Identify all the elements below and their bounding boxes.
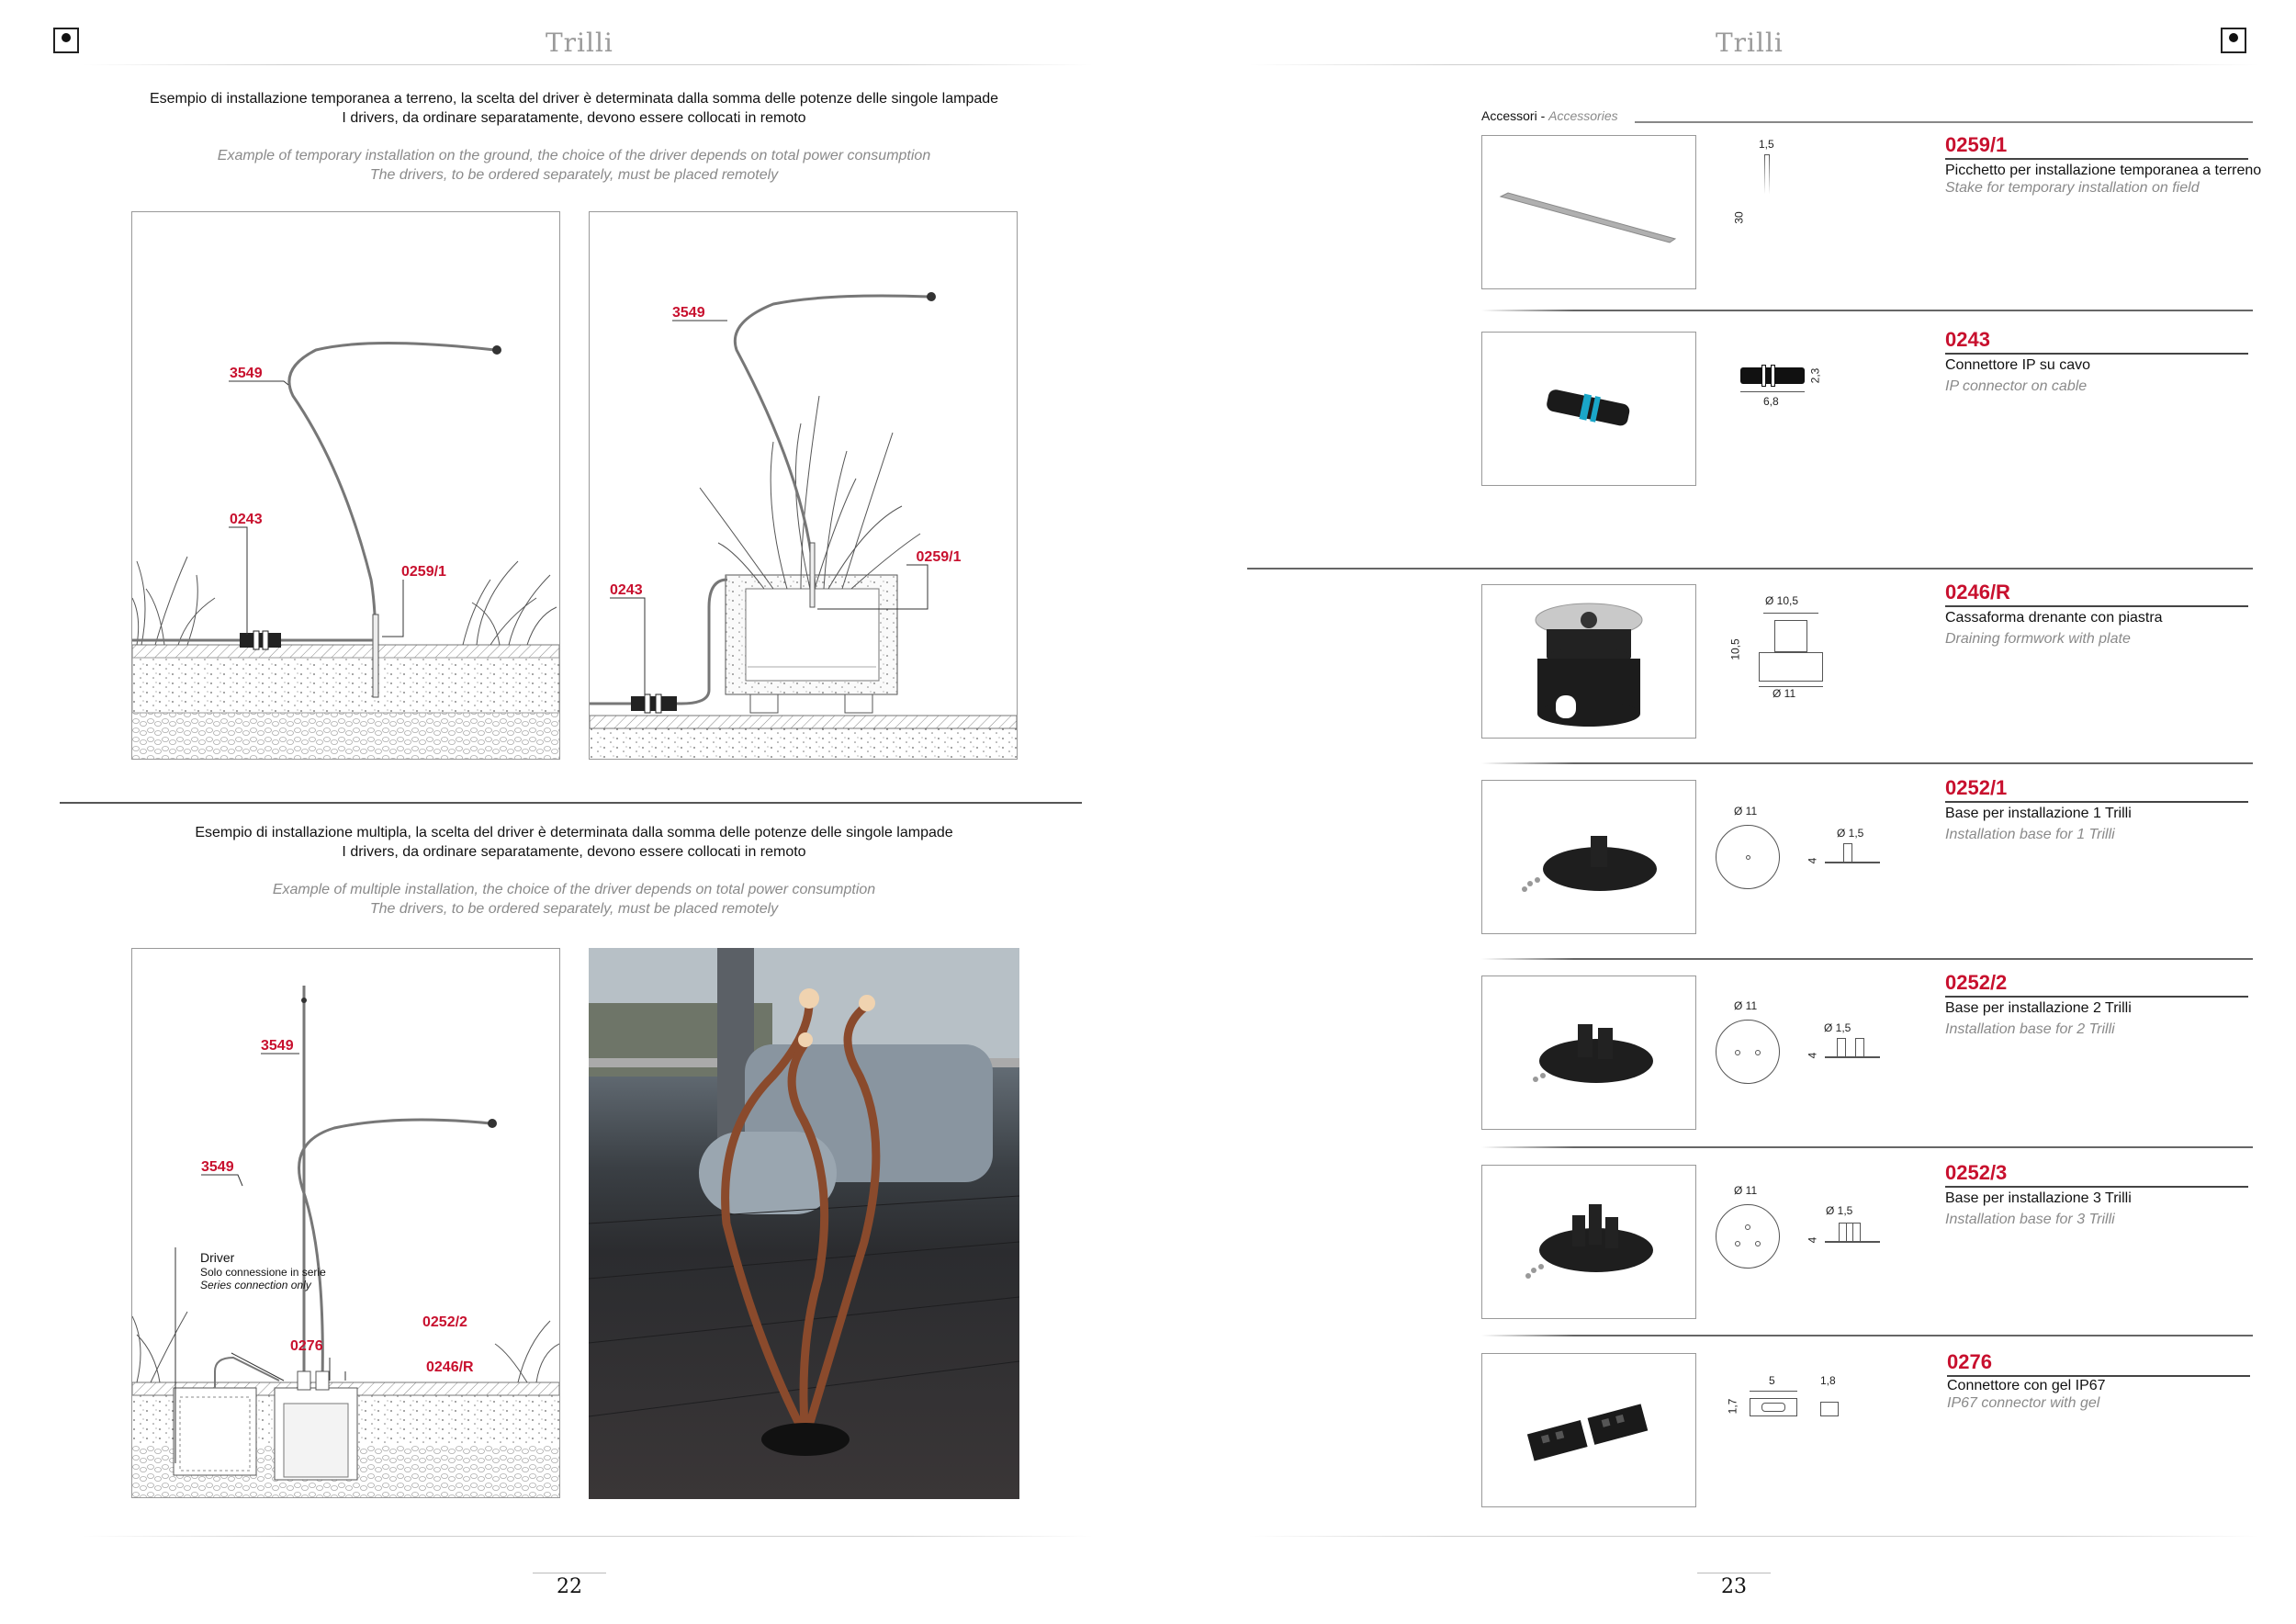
diagram-c-label-driver: Driver: [200, 1250, 235, 1265]
product-code-0243: 0243: [1945, 328, 1990, 351]
product-name-it-0259-1: Picchetto per installazione temporanea a terreno: [1945, 163, 2262, 178]
dim-0252-1-height: 4: [1806, 857, 1819, 864]
product-divider-6: [1481, 1335, 2253, 1336]
formwork-image: [1482, 585, 1695, 738]
diagram-b-label-stake: 0259/1: [916, 549, 962, 565]
product-name-it-0252-2: Base per installazione 2 Trilli: [1945, 1000, 2132, 1016]
product-image-0252-2: [1481, 976, 1696, 1130]
product-name-it-0252-3: Base per installazione 3 Trilli: [1945, 1190, 2132, 1206]
left-header-title: Trilli: [546, 28, 613, 58]
section2-it-line2: I drivers, da ordinare separatamente, devono essere collocati in remoto: [342, 844, 806, 860]
right-header-line: [1249, 64, 2259, 65]
diagram-c-label-connector: 0276: [290, 1338, 323, 1354]
product-code-0252-2: 0252/2: [1945, 971, 2008, 994]
diagram-multiple-svg: [132, 949, 559, 1497]
product-name-it-0276: Connettore con gel IP67: [1947, 1378, 2106, 1393]
diagram-a-label-connector: 0243: [230, 512, 263, 527]
product-name-en-0276: IP67 connector with gel: [1947, 1395, 2100, 1411]
left-page-number: 22: [557, 1575, 582, 1598]
product-photo-svg: [589, 948, 1019, 1499]
dim-0252-3-diameter: Ø 11: [1734, 1184, 1758, 1197]
dim-0252-1-diameter: Ø 11: [1734, 805, 1758, 818]
product-code-line-0246-R: [1945, 605, 2248, 607]
product-code-line-0259-1: [1945, 158, 2248, 160]
diagram-planter-svg: [590, 212, 1017, 759]
product-image-0243: [1481, 332, 1696, 486]
corner-mark-left: [53, 28, 79, 53]
accessories-heading-line: [1635, 121, 2253, 123]
right-page-number: 23: [1721, 1575, 1747, 1598]
base-2-image: [1482, 976, 1695, 1129]
product-name-en-0243: IP connector on cable: [1945, 378, 2088, 394]
product-code-0276: 0276: [1947, 1350, 1992, 1373]
left-footer-line: [83, 1536, 1093, 1537]
accessories-label-it: Accessori: [1481, 108, 1537, 123]
corner-mark-right: [2221, 28, 2246, 53]
section2-it-line1: Esempio di installazione multipla, la scelta del driver è determinata dalla somma delle potenze delle singole lampade: [195, 825, 953, 840]
diagram-c-label-formwork: 0246/R: [426, 1359, 474, 1375]
dim-0259-1-width: 1,5: [1759, 138, 1774, 151]
product-divider-4: [1481, 958, 2253, 960]
dim-0246-R-height: 10,5: [1728, 638, 1742, 660]
product-image-0246-R: [1481, 584, 1696, 739]
diagram-b-label-lamp: 3549: [672, 305, 705, 321]
section1-en-line1: Example of temporary installation on the ground, the choice of the driver depends on total power consumption: [217, 148, 931, 164]
product-name-en-0246-R: Draining formwork with plate: [1945, 631, 2131, 647]
product-code-line-0276: [1947, 1375, 2250, 1377]
product-code-line-0252-2: [1945, 996, 2248, 998]
diagram-c-label-lamp-side: 3549: [201, 1159, 234, 1175]
dimension-0252-3: [1710, 1184, 1894, 1276]
dim-0276-height: 1,7: [1726, 1398, 1739, 1415]
dimension-0276: [1717, 1372, 1864, 1437]
product-code-0246-R: 0246/R: [1945, 581, 2010, 603]
product-name-en-0252-1: Installation base for 1 Trilli: [1945, 827, 2115, 842]
gel-connector-image: [1482, 1354, 1695, 1506]
product-divider-5: [1481, 1146, 2253, 1148]
dim-0252-2-stem: Ø 1,5: [1824, 1021, 1851, 1034]
dim-0276-length: 5: [1769, 1374, 1775, 1387]
diagram-planter-installation: [589, 211, 1018, 760]
section2-en-line2: The drivers, to be ordered separately, must be placed remotely: [369, 901, 779, 917]
stake-image: [1482, 136, 1695, 288]
diagram-c-label-driver-en: Series connection only: [200, 1279, 311, 1291]
left-header-line: [83, 64, 1093, 65]
section1-it-line1: Esempio di installazione temporanea a terreno, la scelta del driver è determinata dalla somma delle potenze delle singole lampade: [149, 91, 999, 107]
dim-0246-R-bottom: Ø 11: [1773, 687, 1796, 700]
product-name-it-0252-1: Base per installazione 1 Trilli: [1945, 806, 2132, 821]
right-footer-line: [1249, 1536, 2259, 1537]
product-code-0259-1: 0259/1: [1945, 133, 2008, 156]
ip-connector-image: [1482, 333, 1695, 485]
dim-0252-2-height: 4: [1806, 1052, 1819, 1059]
accessories-dash: -: [1536, 108, 1549, 123]
product-divider-3: [1481, 762, 2253, 764]
product-photo: [589, 948, 1019, 1499]
diagram-c-label-driver-it: Solo connessione in serie: [200, 1266, 326, 1279]
dim-0259-1-height: 30: [1732, 211, 1746, 224]
dimension-0246-R: [1727, 592, 1837, 703]
base-3-image: [1482, 1166, 1695, 1318]
right-header-title: Trilli: [1716, 28, 1784, 58]
accessories-heading: [1481, 108, 1618, 123]
dimension-0259-1: [1731, 138, 1795, 285]
dim-0252-3-stem: Ø 1,5: [1826, 1204, 1853, 1217]
dimension-0252-2: [1710, 999, 1894, 1091]
dim-0252-3-height: 4: [1806, 1236, 1819, 1244]
section1-it-line2: I drivers, da ordinare separatamente, devono essere collocati in remoto: [342, 110, 806, 126]
dim-0243-height: 2,3: [1808, 367, 1822, 384]
product-code-line-0252-1: [1945, 801, 2248, 803]
product-image-0252-3: [1481, 1165, 1696, 1319]
product-name-it-0243: Connettore IP su cavo: [1945, 357, 2091, 373]
diagram-multiple-installation: [131, 948, 560, 1498]
right-page-section-divider: [1247, 568, 2253, 570]
dim-0252-1-stem: Ø 1,5: [1837, 827, 1864, 840]
diagram-a-label-lamp: 3549: [230, 366, 263, 381]
dim-0252-2-diameter: Ø 11: [1734, 999, 1758, 1012]
diagram-a-label-stake: 0259/1: [401, 564, 446, 580]
product-image-0276: [1481, 1353, 1696, 1507]
product-code-line-0243: [1945, 353, 2248, 355]
dim-0276-width: 1,8: [1820, 1374, 1836, 1387]
section2-en-line1: Example of multiple installation, the choice of the driver depends on total power consumption: [272, 882, 876, 897]
product-name-en-0259-1: Stake for temporary installation on field: [1945, 180, 2200, 196]
product-name-en-0252-3: Installation base for 3 Trilli: [1945, 1212, 2115, 1227]
section1-en-line2: The drivers, to be ordered separately, must be placed remotely: [369, 167, 779, 183]
diagram-b-label-connector: 0243: [610, 582, 643, 598]
diagram-ground-installation: [131, 211, 560, 760]
dimension-0243: [1736, 360, 1837, 424]
product-image-0252-1: [1481, 780, 1696, 934]
product-code-0252-3: 0252/3: [1945, 1161, 2008, 1184]
diagram-c-label-lamp-top: 3549: [261, 1038, 294, 1054]
left-page-section-divider: [60, 802, 1082, 804]
dim-0246-R-top: Ø 10,5: [1765, 594, 1799, 607]
product-code-line-0252-3: [1945, 1186, 2248, 1188]
product-name-en-0252-2: Installation base for 2 Trilli: [1945, 1021, 2115, 1037]
product-code-0252-1: 0252/1: [1945, 776, 2008, 799]
diagram-c-label-base: 0252/2: [422, 1314, 467, 1330]
accessories-label-en: Accessories: [1548, 108, 1618, 123]
dim-0243-width: 6,8: [1763, 395, 1779, 408]
base-1-image: [1482, 781, 1695, 933]
product-divider-1: [1481, 310, 2253, 311]
product-name-it-0246-R: Cassaforma drenante con piastra: [1945, 610, 2163, 626]
diagram-ground-svg: [132, 212, 559, 759]
dimension-0252-1: [1710, 805, 1894, 897]
product-image-0259-1: [1481, 135, 1696, 289]
